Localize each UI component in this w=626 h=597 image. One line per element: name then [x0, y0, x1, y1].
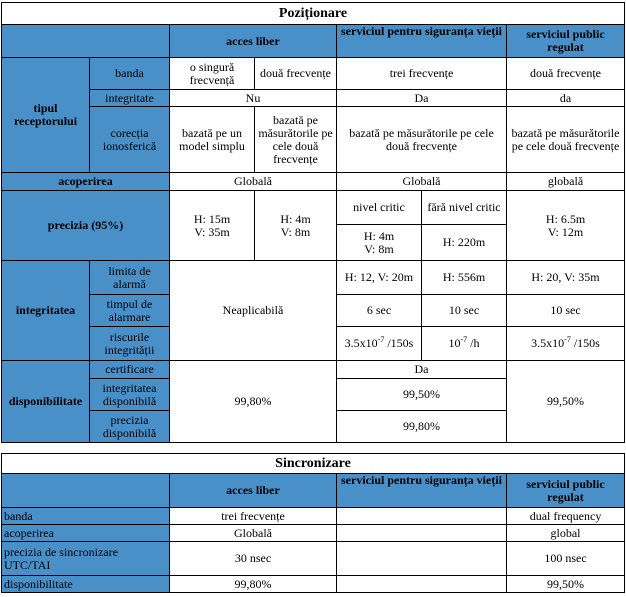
accuracy-sol-critical	[337, 225, 422, 261]
col-header-sol: serviciul pentru siguranța vieții	[337, 25, 507, 58]
alarm-time-prs: 10 sec	[507, 295, 625, 327]
receiver-type-label: tipul receptorului	[2, 58, 90, 173]
sync-corner-cell	[2, 474, 170, 508]
positioning-table	[1, 2, 625, 443]
accuracy-availability-label: precizia disponibilă	[90, 411, 170, 443]
sync-col-header-open: acces liber	[170, 474, 337, 508]
iono-open-single: bazată pe un model simplu	[170, 107, 255, 173]
accuracy-label: precizia (95%)	[2, 191, 170, 261]
sync-cell-open: trei frecvențe	[170, 508, 337, 525]
sync-row-label: acoperirea	[2, 525, 170, 542]
accuracy-sol-critical-h: H: 4m	[363, 228, 395, 243]
coverage-prs: globală	[507, 173, 625, 191]
alarm-time-sol-critical: 6 sec	[337, 295, 422, 327]
risk-sol-noncritical-unit: /h	[467, 336, 480, 350]
iono-prs: bazată pe măsurătorile pe cele două frecvențe	[507, 107, 625, 173]
band-label: banda	[90, 58, 170, 90]
sync-title: Sincronizare	[2, 454, 625, 474]
alarm-time-sol-noncritical: 10 sec	[422, 295, 507, 327]
band-sol: trei frecvențe	[337, 58, 507, 90]
sync-cell-open: 30 nsec	[170, 542, 337, 576]
integrity-open: Nu	[170, 90, 337, 107]
alarm-limit-label: limita de alarmă	[90, 261, 170, 295]
sync-cell-prs: global	[507, 525, 625, 542]
accuracy-open-dual-h: H: 4m	[280, 211, 311, 226]
sol-noncritical-label: fără nivel critic	[422, 191, 507, 225]
risk-sol-critical	[337, 327, 422, 361]
risk-sol-noncritical	[422, 327, 507, 361]
sync-cell-prs: 99,50%	[507, 576, 625, 593]
accuracy-availability-sol: 99,80%	[337, 411, 507, 443]
positioning-title: Poziționare	[2, 3, 625, 25]
corner-cell	[2, 25, 170, 58]
integrity-label: integritate	[90, 90, 170, 107]
integrity-open-value: Neaplicabilă	[170, 261, 337, 361]
availability-prs: 99,50%	[507, 361, 625, 443]
sync-row-label: disponibilitate	[2, 576, 170, 593]
integrity-prs: da	[507, 90, 625, 107]
sync-cell-prs: dual frequency	[507, 508, 625, 525]
col-header-prs: serviciul public regulat	[507, 25, 625, 58]
sync-cell-sol	[337, 576, 507, 593]
iono-label: corecția ionosferică	[90, 107, 170, 173]
sync-col-header-prs: serviciul public regulat	[507, 474, 625, 508]
integrity-sol: Da	[337, 90, 507, 107]
risk-prs-base: 3.5x10	[531, 336, 565, 350]
sync-row-label: precizia de sincronizare UTC/TAI	[2, 542, 170, 576]
integrity-section-label: integritatea	[2, 261, 90, 361]
integrity-risk-label: riscurile integrității	[90, 327, 170, 361]
risk-sol-critical-unit: /150s	[384, 336, 414, 350]
accuracy-prs-v: V: 12m	[547, 224, 584, 239]
alarm-limit-sol-critical: H: 12, V: 20m	[337, 261, 422, 295]
band-open-single: o singură frecvență	[170, 58, 255, 90]
risk-sol-noncritical-base: 10	[448, 336, 461, 350]
risk-sol-critical-exp: -7	[377, 335, 385, 344]
accuracy-open-single-v: V: 35m	[194, 224, 230, 239]
integrity-availability-label: integritatea disponibilă	[90, 379, 170, 411]
availability-label: disponibilitate	[2, 361, 90, 443]
risk-prs-unit: /150s	[570, 336, 600, 350]
sync-cell-sol	[337, 542, 507, 576]
iono-sol: bazată pe măsurătorile pe cele două frecvențe	[337, 107, 507, 173]
risk-prs-exp: -7	[564, 335, 571, 344]
accuracy-open-dual	[255, 191, 337, 261]
sol-critical-label: nivel critic	[337, 191, 422, 225]
sync-table	[1, 453, 625, 593]
iono-open-dual: bazată pe măsurătorile pe cele două frecvențe	[255, 107, 337, 173]
availability-open: 99,80%	[170, 361, 337, 443]
risk-prs	[507, 327, 625, 361]
accuracy-open-dual-v: V: 8m	[280, 224, 311, 239]
sync-cell-open: Globală	[170, 525, 337, 542]
alarm-limit-prs: H: 20, V: 35m	[507, 261, 625, 295]
accuracy-prs	[507, 191, 625, 261]
coverage-label: acoperirea	[2, 173, 170, 191]
risk-sol-noncritical-exp: -7	[460, 335, 468, 344]
sync-row-label: banda	[2, 508, 170, 525]
col-header-open: acces liber	[170, 25, 337, 58]
band-prs: două frecvențe	[507, 58, 625, 90]
certification-label: certificare	[90, 361, 170, 379]
sync-cell-prs: 100 nsec	[507, 542, 625, 576]
sync-col-header-sol: serviciul pentru siguranța vieții	[337, 474, 507, 508]
accuracy-open-single	[170, 191, 255, 261]
alarm-limit-sol-noncritical: H: 556m	[422, 261, 507, 295]
alarm-time-label: timpul de alarmare	[90, 295, 170, 327]
coverage-open: Globală	[170, 173, 337, 191]
sync-cell-sol	[337, 508, 507, 525]
accuracy-sol-noncritical: H: 220m	[422, 225, 507, 261]
sync-cell-open: 99,80%	[170, 576, 337, 593]
risk-sol-critical-base: 3.5x10	[344, 336, 378, 350]
integrity-availability-sol: 99,50%	[337, 379, 507, 411]
certification-sol: Da	[337, 361, 507, 379]
sync-cell-sol	[337, 525, 507, 542]
band-open-dual: două frecvențe	[255, 58, 337, 90]
accuracy-open-single-h: H: 15m	[193, 211, 231, 226]
accuracy-sol-critical-v: V: 8m	[364, 241, 394, 256]
accuracy-prs-h: H: 6.5m	[545, 211, 586, 226]
coverage-sol: Globală	[337, 173, 507, 191]
